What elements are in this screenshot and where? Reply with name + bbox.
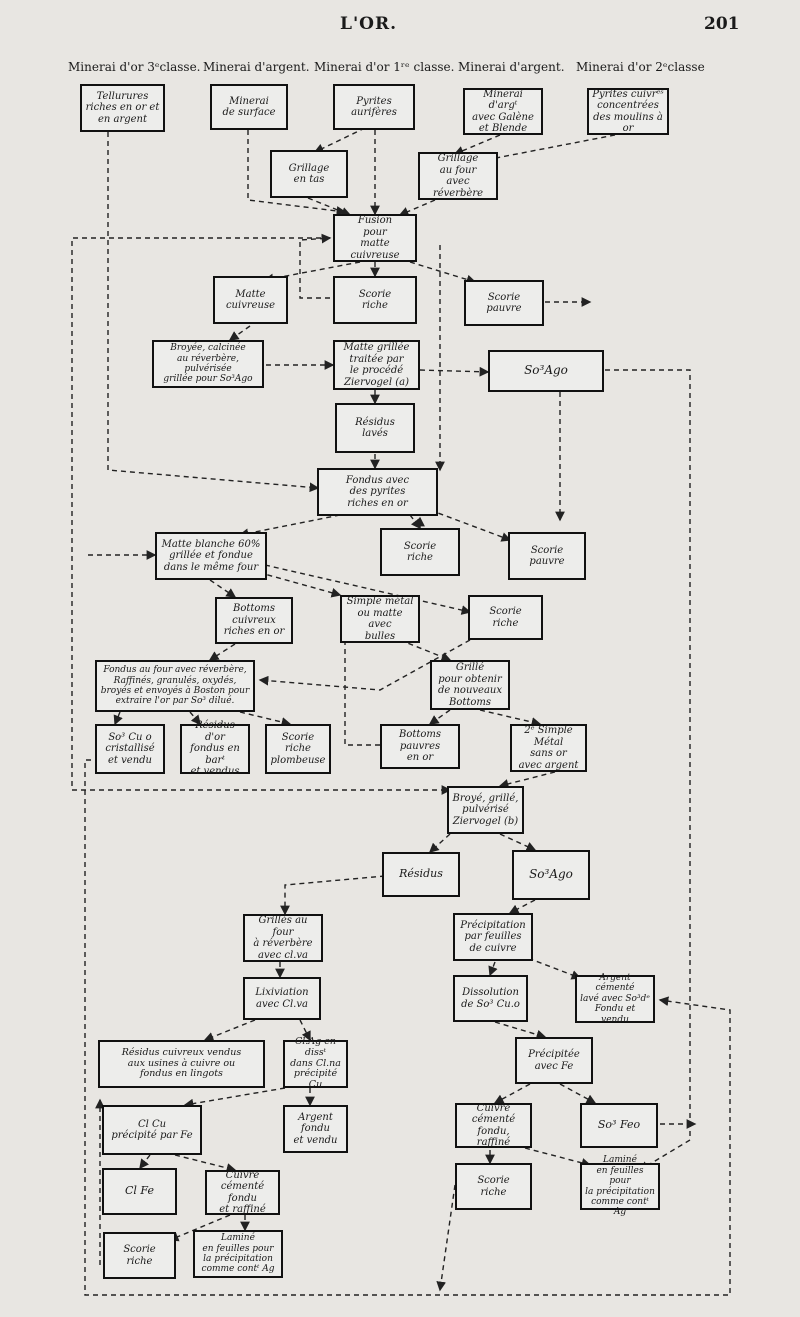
node-dissolution: Dissolution de So³ Cu.o bbox=[453, 975, 528, 1022]
edge-simple-grille bbox=[400, 640, 450, 660]
edge-bottoms-fondus-four bbox=[210, 644, 235, 660]
edge-precipitee-cuivre bbox=[495, 1084, 530, 1103]
edge-matte-blanche-bottoms bbox=[210, 580, 235, 597]
edge-clcu-clfe bbox=[140, 1155, 150, 1168]
node-bottoms-pauvres: Bottoms pauvres en or bbox=[380, 724, 460, 769]
page-number: 201 bbox=[704, 14, 740, 34]
node-broyee-calcinee: Broyée, calcinée au réverbère, pulvérisée grillée pour So³Ago bbox=[152, 340, 264, 388]
node-bottoms-cuivreux: Bottoms cuivreux riches en or bbox=[215, 597, 293, 644]
node-matte-grillee: Matte grillée traitée par le procédé Ziervogel (a) bbox=[333, 340, 420, 390]
edge-right-loop bbox=[605, 370, 690, 1170]
node-so3feo: So³ Feo bbox=[580, 1103, 658, 1148]
edge-fondus-scorie-riche bbox=[410, 515, 420, 528]
edge-bottom-loop bbox=[440, 1185, 455, 1290]
node-fondus-pyrites: Fondus avec des pyrites riches en or bbox=[317, 468, 438, 516]
node-cuivre-cemente-1: Cuivre cémenté fondu, raffiné bbox=[455, 1103, 532, 1148]
column-heading-gold-class-3: Minerai d'or 3ᵉclasse. bbox=[68, 60, 201, 74]
edge-residus-grilles bbox=[285, 876, 385, 914]
edge-broye-residus bbox=[430, 834, 450, 852]
node-fondus-four-reverbere: Fondus au four avec réverbère, Raffinés, granulés, oxydés, broyés et envoyés à Boston pour extraire l'or par So³ dilué. bbox=[95, 660, 255, 712]
edge-precip-dissolution bbox=[490, 962, 495, 975]
node-precipitation-cuivre: Précipitation par feuilles de cuivre bbox=[453, 913, 533, 961]
column-heading-gold-class-1: Minerai d'or 1ʳᵉ classe. bbox=[314, 60, 455, 74]
edge-matte-broyee bbox=[230, 326, 250, 340]
node-residus-cuivreux: Résidus cuivreux vendus aux usines à cuivre ou fondus en lingots bbox=[98, 1040, 265, 1088]
node-argent-fondu: Argent fondu et vendu bbox=[283, 1105, 348, 1153]
node-matte-cuivreuse: Matte cuivreuse bbox=[213, 276, 288, 324]
node-grille-bottoms: Grillé pour obtenir de nouveaux Bottoms bbox=[430, 660, 510, 710]
edge-second-broye bbox=[500, 772, 555, 786]
node-argent-cemente: Argent cémenté lavé avec So³dᵉ Fondu et vendu bbox=[575, 975, 655, 1023]
node-grilles-four: Grillés au four à réverbère avec cl.va bbox=[243, 914, 323, 962]
edge-so3ago-precip bbox=[510, 900, 535, 913]
edge-grille-second bbox=[480, 710, 540, 724]
node-clcu-precipite: Cl Cu précipité par Fe bbox=[102, 1105, 202, 1155]
edge-dissolution-precipitee bbox=[495, 1022, 545, 1037]
column-heading-gold-class-2: Minerai d'or 2ᵉclasse bbox=[576, 60, 705, 74]
node-scorie-pauvre-2: Scorie pauvre bbox=[508, 532, 586, 580]
edge-clcu-cuivre2 bbox=[175, 1155, 235, 1170]
node-minerai-galene: Minerai d'argᵗ avec Galène et Blende bbox=[463, 88, 543, 135]
node-scorie-riche-1: Scorie riche bbox=[333, 276, 417, 324]
node-so3ago-2: So³Ago bbox=[512, 850, 590, 900]
edge-clag-clcu bbox=[185, 1088, 285, 1105]
node-pyrites-cuivreuses: Pyrites cuivrᵉˢ concentrées des moulins à or bbox=[587, 88, 669, 135]
node-scorie-pauvre-1: Scorie pauvre bbox=[464, 280, 544, 326]
node-scorie-riche-5: Scorie riche bbox=[103, 1232, 176, 1279]
column-heading-silver-1: Minerai d'argent. bbox=[203, 60, 310, 74]
edge-fusion-scorie-pauvre bbox=[410, 262, 475, 282]
node-scorie-riche-3: Scorie riche bbox=[468, 595, 543, 640]
node-so3cuo-cristallise: So³ Cu o cristallisé et vendu bbox=[95, 724, 165, 774]
node-fusion-matte: Fusion pour matte cuivreuse bbox=[333, 214, 417, 262]
node-residus: Résidus bbox=[382, 852, 460, 897]
node-clag-dissous: Cl.Ag en dissᵗ dans Cl.na précipité Cu bbox=[283, 1040, 348, 1088]
edge-fondus-four-so3 bbox=[115, 712, 120, 724]
node-broye-ziervogel: Broyé, grillé, pulvérisé Ziervogel (b) bbox=[447, 786, 524, 834]
edge-grille-bottoms-pauvres bbox=[430, 710, 450, 724]
node-second-simple-metal: 2ᵉ Simple Métal sans or avec argent bbox=[510, 724, 587, 772]
edge-broye-so3ago bbox=[500, 834, 535, 850]
node-pyrites-auriferes: Pyrites aurifères bbox=[333, 84, 415, 130]
edge-grillage-four-fusion bbox=[400, 200, 435, 215]
node-lamine-2: Laminé en feuilles pour la précipitation comme contᵗ Ag bbox=[193, 1230, 283, 1278]
edge-grillage-tas-fusion bbox=[308, 198, 350, 215]
edge-precipitee-so3feo bbox=[560, 1084, 595, 1103]
node-residus-or: Résidus d'or fondus en barᵗ et vendus bbox=[180, 724, 250, 774]
node-precipitee-fe: Précipitée avec Fe bbox=[515, 1037, 593, 1084]
node-scorie-riche-4: Scorie riche bbox=[455, 1163, 532, 1210]
edge-lix-residus bbox=[205, 1020, 255, 1040]
node-grillage-four: Grillage au four avec réverbère bbox=[418, 152, 498, 200]
node-minerai-surface: Minerai de surface bbox=[210, 84, 288, 130]
column-heading-silver-2: Minerai d'argent. bbox=[458, 60, 565, 74]
node-lamine-1: Laminé en feuilles pour la précipitation comme contᵗ Ag bbox=[580, 1163, 660, 1210]
node-residus-laves: Résidus lavés bbox=[335, 403, 415, 453]
edge-pyrites-grillage-tas bbox=[315, 128, 365, 152]
node-scorie-plombeuse: Scorie riche plombeuse bbox=[265, 724, 331, 774]
edge-scorie-riche-back bbox=[300, 238, 330, 298]
node-cl-fe: Cl Fe bbox=[102, 1168, 177, 1215]
node-cuivre-cemente-2: Cuivre cémenté fondu et raffiné bbox=[205, 1170, 280, 1215]
node-grillage-tas: Grillage en tas bbox=[270, 150, 348, 198]
node-scorie-riche-2: Scorie riche bbox=[380, 528, 460, 576]
node-matte-blanche: Matte blanche 60% grillée et fondue dans le même four bbox=[155, 532, 267, 580]
page-title: L'OR. bbox=[340, 14, 398, 34]
edge-fondus-four-scorie bbox=[240, 712, 290, 724]
node-lixiviation: Lixiviation avec Cl.va bbox=[243, 977, 321, 1020]
edge-matte-grillee-so3ago bbox=[420, 370, 488, 372]
node-simple-metal: Simple métal ou matte avec bulles bbox=[340, 595, 420, 643]
node-tellurures: Tellurures riches en or et en argent bbox=[80, 84, 165, 132]
node-so3ago-1: So³Ago bbox=[488, 350, 604, 392]
